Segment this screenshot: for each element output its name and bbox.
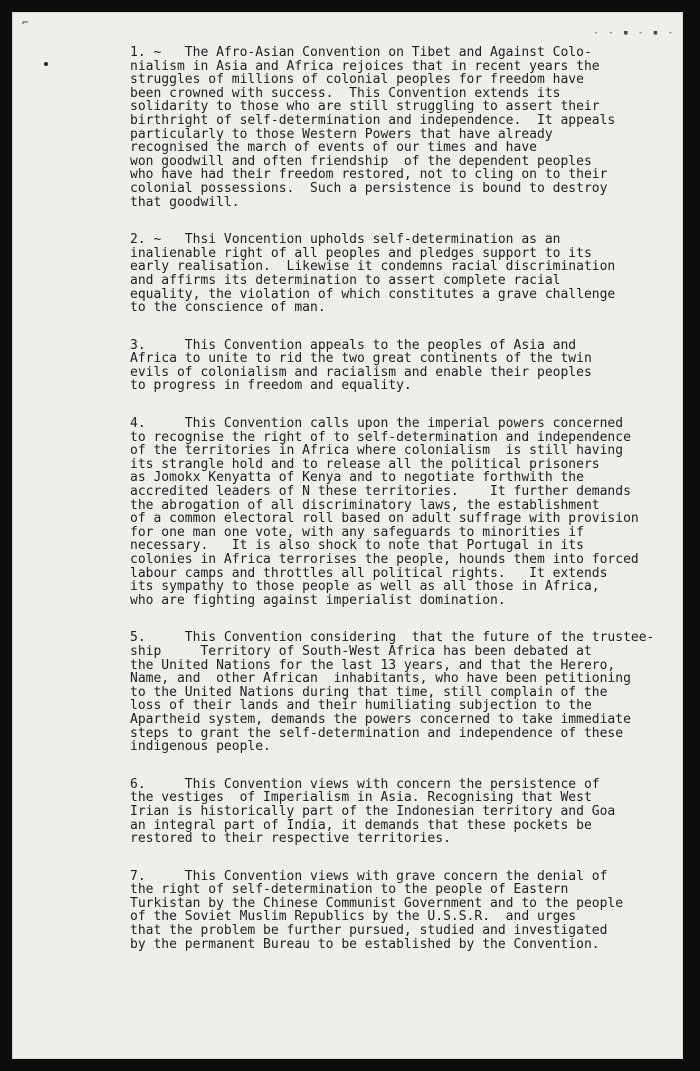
text-line: steps to grant the self-determination and independence of these — [130, 725, 624, 741]
paragraph-7 — [130, 870, 660, 952]
paragraph-6 — [130, 778, 660, 846]
paragraph-2 — [130, 233, 660, 315]
text-line: Irian is historically part of the Indonesian territory and Goa — [130, 803, 616, 819]
text-line: that the problem be further pursued, studied and investigated — [130, 923, 608, 939]
paragraph-5 — [130, 631, 660, 753]
text-line: Africa to unite to rid the two great continents of the twin — [130, 351, 592, 367]
text-line: who have had their freedom restored, not to cling on to their — [130, 167, 608, 183]
punch-dot — [44, 62, 48, 66]
text-line: nialism in Asia and Africa rejoices that in recent years the — [130, 58, 600, 74]
text-line: the abrogation of all discriminatory laws, the establishment — [130, 497, 600, 513]
text-line: inalienable right of all peoples and pledges support to its — [130, 245, 592, 261]
text-line: solidarity to those who are still struggling to assert their — [130, 99, 600, 115]
text-line: restored to their respective territories. — [130, 831, 451, 847]
text-line: labour camps and throttles all political rights. It extends — [130, 565, 608, 581]
text-line: 4. This Convention calls upon the imperial powers concerned — [130, 416, 624, 432]
text-line: and affirms its determination to assert complete racial — [130, 272, 561, 288]
text-line: of the territories in Africa where colonialism is still having — [130, 443, 624, 459]
text-line: of a common electoral roll based on adult suffrage with provision — [130, 511, 639, 527]
text-line: struggles of millions of colonial peoples for freedom have — [130, 72, 584, 88]
paragraph-1 — [130, 46, 660, 209]
text-line: loss of their lands and their humiliating subjection to the — [130, 698, 592, 714]
resolution-text — [130, 46, 660, 975]
text-line: 2. ~ Thsi Voncention upholds self-determination as an — [130, 232, 561, 248]
paragraph-3 — [130, 339, 660, 393]
text-line: equality, the violation of which constitutes a grave challenge — [130, 286, 616, 302]
text-line: birthright of self-determination and independence. It appeals — [130, 112, 616, 128]
text-line: that goodwill. — [130, 194, 240, 210]
paragraph-4 — [130, 417, 660, 607]
text-line: 3. This Convention appeals to the peoples of Asia and — [130, 337, 577, 353]
text-line: for one man one vote, with any safeguards to minorities if — [130, 524, 584, 540]
text-line: Turkistan by the Chinese Communist Government and to the people — [130, 895, 624, 911]
text-line: 6. This Convention views with concern the persistence of — [130, 776, 600, 792]
text-line: ship Territory of South-West Africa has been debated at — [130, 643, 592, 659]
text-line: Name, and other African inhabitants, who have been petitioning — [130, 671, 631, 687]
text-line: to the conscience of man. — [130, 300, 326, 316]
text-line: its strangle hold and to release all the political prisoners — [130, 456, 600, 472]
text-line: indigenous people. — [130, 739, 271, 755]
text-line: 1. ~ The Afro-Asian Convention on Tibet and Against Colo- — [130, 45, 592, 60]
text-line: an integral part of India, it demands that these pockets be — [130, 817, 592, 833]
text-line: won goodwill and often friendship of the dependent peoples — [130, 153, 592, 169]
text-line: Apartheid system, demands the powers concerned to take immediate — [130, 711, 631, 727]
text-line: colonies in Africa terrorises the people, hounds them into forced — [130, 552, 639, 567]
text-line: to progress in freedom and equality. — [130, 378, 412, 394]
text-line: the right of self-determination to the people of Eastern — [130, 882, 569, 898]
text-line: the United Nations for the last 13 years, and that the Herero, — [130, 657, 616, 673]
margin-marks: - - ▪ - ▪ - — [593, 28, 675, 38]
text-line: evils of colonialism and racialism and enable their peoples — [130, 364, 592, 380]
text-line: necessary. It is also shock to note that Portugal in its — [130, 538, 584, 554]
text-line: been crowned with success. This Convention extends its — [130, 85, 561, 101]
text-line: to recognise the right of to self-determination and independence — [130, 429, 631, 445]
text-line: of the Soviet Muslim Republics by the U.S.S.R. and urges — [130, 909, 577, 925]
text-line: colonial possessions. Such a persistence is bound to destroy — [130, 180, 608, 196]
text-line: 7. This Convention views with grave concern the denial of — [130, 868, 608, 884]
text-line: 5. This Convention considering that the future of the trustee- — [130, 630, 655, 646]
text-line: its sympathy to those people as well as all those in Africa, — [130, 579, 600, 595]
text-line: as Jomokx Kenyatta of Kenya and to negotiate forthwith the — [130, 470, 584, 486]
text-line: by the permanent Bureau to be established by the Convention. — [130, 936, 600, 952]
text-line: to the United Nations during that time, still complain of the — [130, 684, 608, 700]
text-line: who are fighting against imperialist domination. — [130, 592, 506, 608]
text-line: recognised the march of events of our times and have — [130, 140, 537, 156]
text-line: early realisation. Likewise it condemns racial discrimination — [130, 259, 616, 275]
text-line: particularly to those Western Powers that have already — [130, 126, 553, 142]
text-line: the vestiges of Imperialism in Asia. Recognising that West — [130, 790, 592, 806]
document-page — [12, 12, 683, 1059]
text-line: accredited leaders of N these territories. It further demands — [130, 484, 631, 500]
corner-bracket-mark: ⌐ — [22, 16, 29, 29]
